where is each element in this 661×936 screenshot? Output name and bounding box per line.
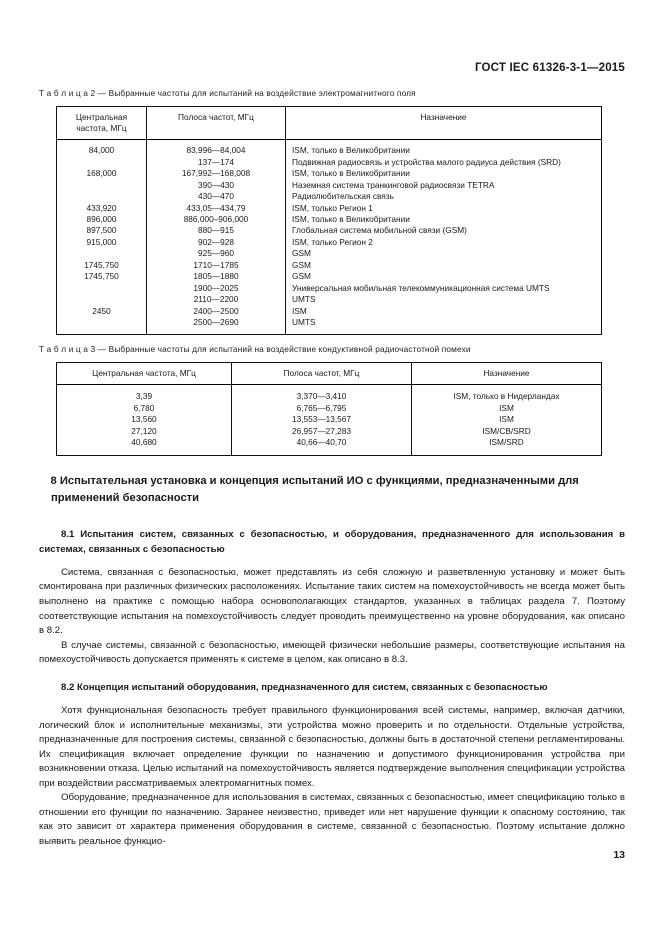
table-3-purpose-values <box>412 385 601 455</box>
table-cell-line: 13,560 <box>131 414 157 425</box>
table-cell-line: 40,680 <box>131 436 157 447</box>
table-2-band-values <box>147 140 285 334</box>
table-cell-line: GSM <box>292 248 311 259</box>
header-line-1: Центральная <box>75 112 128 122</box>
table-cell-line: 3,370—3,410 <box>296 391 347 402</box>
table-cell-line: 167,992—168,008 <box>181 168 251 179</box>
table-3-col-header-purpose: Назначение <box>412 363 602 385</box>
table-cell-line: ISM <box>499 414 514 425</box>
table-cell-line: Глобальная система мобильной связи (GSM) <box>292 225 467 236</box>
table-cell-line: 902—928 <box>198 236 234 247</box>
table-cell-line: 26,957—27,283 <box>291 425 352 436</box>
table-3-col-header-band: Полоса частот, МГц <box>232 363 412 385</box>
table-cell-line: 880—915 <box>198 225 234 236</box>
table-cell-line: 1745,750 <box>84 271 119 282</box>
table-cell-line: ISM, только в Великобритании <box>292 214 410 224</box>
table-2-central-cell <box>57 140 147 335</box>
table-2-purpose-values <box>286 140 601 334</box>
table-cell-line: 915,000 <box>86 236 117 247</box>
table-cell-line: 40,66—40,70 <box>296 436 347 447</box>
table-cell-line: Универсальная мобильная телекоммуникационная система UMTS <box>292 282 550 293</box>
table-cell-line: 897,500 <box>86 225 117 236</box>
table-cell-line: 1805—1880 <box>193 271 239 282</box>
table-cell-line: 6,765—6,795 <box>296 402 347 413</box>
table-cell-line: 2450 <box>92 305 111 316</box>
table-cell-line: 84,000 <box>88 145 115 156</box>
table-3-header-row <box>57 363 602 385</box>
table-cell-line: GSM <box>292 271 311 282</box>
table-cell-line: 430—470 <box>198 191 234 202</box>
table-cell-line: 433,05—434,79 <box>186 202 246 213</box>
table-3 <box>56 362 602 456</box>
table-cell-line: 886,000–906,000 <box>183 214 249 224</box>
table-cell-line: Подвижная радиосвязь и устройства малого радиуса действия (SRD) <box>292 156 561 167</box>
section-8-2-paragraph-1: Хотя функциональная безопасность требует правильного функционирования всей системы, например, включая датчики, логический блок и исполнительные механизмы, эти устройства можно проверить и по отдельности. Отдельные устройства, предназначенные для построения системы, связанной с безопасностью, должны быть в достаточной степени регламентированы. Их спецификация включает определение функции по назначению и допустимого функционирования устройства при возникновении отказа. Целью испытаний на помехоустойчивость является подтверждение выполнения спецификации устройства при воздействии рассматриваемых электромагнитных помех. <box>39 705 625 789</box>
section-8-1-paragraph-1: Система, связанная с безопасностью, может представлять из себя сложную и разветвленную установку и может быть смонтирована при различных физических расположениях. Испытание таких систем на помехоустойчивость не всегда может быть выполнено на практике с помощью набора основополагающих стандартов, указанных в таблицах раздела 7. Поэтому соответствующие испытания на помехоустойчивость следует проводить преимущественно на уровне оборудования, как описано в 8.2. <box>39 566 625 637</box>
table-cell-line: 896,000 <box>86 214 117 224</box>
table-cell-line: ISM/SRD <box>489 436 524 447</box>
table-cell-line: GSM <box>292 259 311 270</box>
table-cell-line: ISM, только Регион 1 <box>292 202 373 213</box>
table-cell-line: 2400—2500 <box>193 305 239 316</box>
table-3-central-values <box>57 385 231 455</box>
table-cell-line: 27,120 <box>131 425 157 436</box>
table-cell-line: ISM <box>292 305 307 316</box>
table-3-band-values <box>232 385 411 455</box>
table-cell-line: 83,996—84,004 <box>186 145 246 156</box>
table-cell-line: ISM, только в Великобритании <box>292 145 410 156</box>
table-3-body-row <box>57 385 602 456</box>
table-cell-line: 1745,750 <box>84 259 119 270</box>
table-2-col-header-central-frequency <box>57 107 147 140</box>
document-header-standard-number: ГОСТ IEC 61326-3-1—2015 <box>474 62 625 74</box>
table-3-purpose-cell <box>412 385 602 456</box>
table-cell-line: ISM <box>499 402 514 413</box>
table-cell-line: 2110—2200 <box>193 294 239 305</box>
table-3-band-cell <box>232 385 412 456</box>
table-2-header-row <box>57 107 602 140</box>
spacer <box>39 506 625 528</box>
table-cell-line: 925—960 <box>198 248 234 259</box>
table-3-caption: Т а б л и ц а 3 — Выбранные частоты для испытаний на воздействие кондуктивной радиочастотной помехи <box>39 344 471 354</box>
table-2-central-values <box>57 140 146 334</box>
table-cell-line: 6,780 <box>133 402 155 413</box>
table-cell-line: 13,553—13,567 <box>291 414 352 425</box>
table-cell-line: 2500—2690 <box>193 316 239 327</box>
table-3-block <box>39 344 625 456</box>
document-body <box>39 473 625 849</box>
table-2-col-header-purpose: Назначение <box>286 107 602 140</box>
table-cell-line: Радиолюбительская связь <box>292 191 394 202</box>
table-cell-line: 433,920 <box>86 202 117 213</box>
table-cell-line: ISM, только Регион 2 <box>292 236 373 247</box>
table-cell-line: 137—174 <box>198 156 234 167</box>
header-line-2: частота, МГц <box>76 123 127 134</box>
table-cell-line: ISM, только в Великобритании <box>292 168 410 179</box>
table-cell-line: Наземная система транкинговой радиосвязи TETRA <box>292 179 495 190</box>
spacer <box>39 668 625 681</box>
table-cell-line: ISM/CB/SRD <box>482 425 531 436</box>
spacer <box>39 557 625 566</box>
page-number: 13 <box>613 849 625 861</box>
spacer <box>39 695 625 704</box>
table-2-purpose-cell <box>286 140 602 335</box>
section-8-1-paragraph-2: В случае системы, связанной с безопасностью, имеющей физически небольшие размеры, соответствующие испытания на помехоустойчивость допускается применять к системе в целом, как описано в 8.3. <box>39 639 625 666</box>
table-2-body-row <box>57 140 602 335</box>
table-2-block <box>39 88 625 335</box>
table-cell-line: 390—430 <box>198 179 234 190</box>
section-8-1-heading: 8.1 Испытания систем, связанных с безопасностью, и оборудования, предназначенного для использования в системах, связанных с безопасностью <box>39 529 625 555</box>
table-2 <box>56 106 602 335</box>
table-cell-line: ISM, только в Нидерландах <box>453 391 560 402</box>
table-3-col-header-central-frequency: Центральная частота, МГц <box>57 363 232 385</box>
table-cell-line: 1900—2025 <box>193 282 239 293</box>
table-2-col-header-band: Полоса частот, МГц <box>147 107 286 140</box>
section-8-2-heading: 8.2 Концепция испытаний оборудования, предназначенного для систем, связанных с безопасностью <box>61 681 548 693</box>
table-3-central-cell <box>57 385 232 456</box>
section-8-2-paragraph-2: Оборудование, предназначенное для использования в системах, связанных с безопасностью, имеет спецификацию только в отношении его функции по назначению. Заранее неизвестно, приведет или нет нарушение функции к опасному состоянию, так как это зависит от характера применения оборудования в системе, связанной с безопасностью. Поэтому испытание должно выявить реальное функцио- <box>39 792 625 847</box>
table-2-band-cell <box>147 140 286 335</box>
table-cell-line: 3,39 <box>135 391 153 402</box>
section-8-heading: 8 Испытательная установка и концепция испытаний ИО с функциями, предназначенными для применений безопасности <box>50 475 579 504</box>
table-2-caption: Т а б л и ц а 2 — Выбранные частоты для испытаний на воздействие электромагнитного поля <box>39 88 416 98</box>
table-cell-line: 168,000 <box>86 168 117 179</box>
table-cell-line: UMTS <box>292 316 316 327</box>
table-cell-line: UMTS <box>292 294 316 305</box>
table-cell-line: 1710—1785 <box>193 259 239 270</box>
